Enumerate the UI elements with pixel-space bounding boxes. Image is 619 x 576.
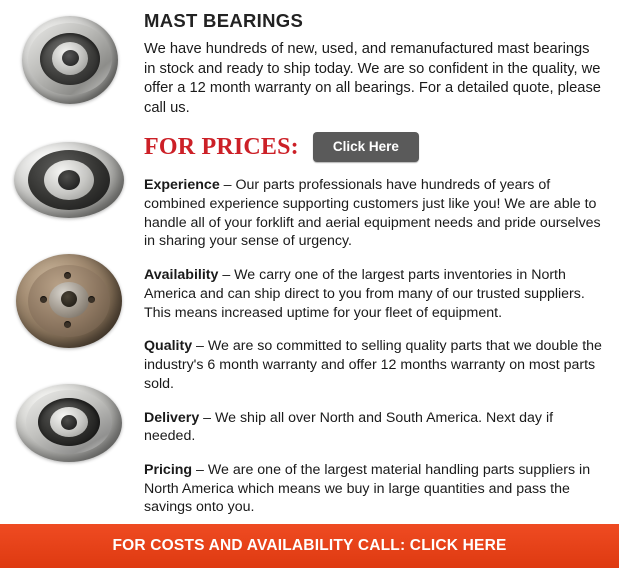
feature-experience: [144, 176, 605, 251]
feature-quality-body: We are so committed to selling quality parts that we double the industry's 6 month warranty and offer 12 months warranty on most parts sold.: [144, 338, 602, 392]
feature-availability-body: We carry one of the largest parts inventories in North America and can ship direct to you from many of our trusted suppliers. This means increased uptime for your fleet of equipment.: [144, 267, 585, 321]
product-image-column: [0, 0, 140, 500]
for-prices-label: FOR PRICES:: [144, 133, 299, 160]
feature-experience-heading: Experience: [144, 177, 220, 194]
feature-delivery: [144, 409, 605, 446]
product-image-mast-roller-bearing-dark-race: [8, 128, 132, 232]
feature-availability-heading: Availability: [144, 267, 219, 284]
product-image-deep-groove-mast-bearing: [8, 372, 132, 476]
intro-paragraph: We have hundreds of new, used, and remanufactured mast bearings in stock and ready to ship today. We are so confident in the quality, we offer a 12 month warranty on all bearings. For a detailed quote, please call us.: [144, 41, 601, 116]
feature-experience-body: Our parts professionals have hundreds of years of combined experience supporting customers just like you! We are able to handle all of your forklift and aerial equipment needs and pride ourselves in sharing your sense of urgency.: [144, 177, 601, 250]
feature-availability-dash: –: [218, 267, 235, 284]
feature-experience-dash: –: [219, 177, 236, 194]
for-prices-row: [144, 132, 605, 162]
feature-delivery-dash: –: [199, 409, 215, 426]
feature-quality-dash: –: [192, 338, 208, 355]
feature-pricing-heading: Pricing: [144, 462, 193, 478]
product-image-flanged-mast-roller-bearing-silver: [8, 8, 132, 112]
feature-pricing-body: We are one of the largest material handling parts suppliers in North America which means we buy in large quantities and pass the savings onto you.: [144, 462, 591, 516]
feature-pricing: [144, 461, 605, 517]
feature-delivery-body: We ship all over North and South America. Next day if needed.: [144, 409, 554, 445]
click-here-button[interactable]: Click Here: [313, 132, 419, 162]
footer-call-to-action-bar[interactable]: FOR COSTS AND AVAILABILITY CALL: CLICK HERE: [0, 524, 619, 568]
feature-quality: [144, 337, 605, 393]
main-content: [140, 0, 619, 532]
feature-pricing-dash: –: [192, 462, 208, 478]
feature-delivery-heading: Delivery: [144, 409, 200, 426]
product-image-bronze-mast-sheave-bearing: [8, 250, 132, 354]
feature-quality-heading: Quality: [144, 338, 193, 355]
feature-availability: [144, 266, 605, 322]
page-title: MAST BEARINGS: [144, 10, 304, 31]
